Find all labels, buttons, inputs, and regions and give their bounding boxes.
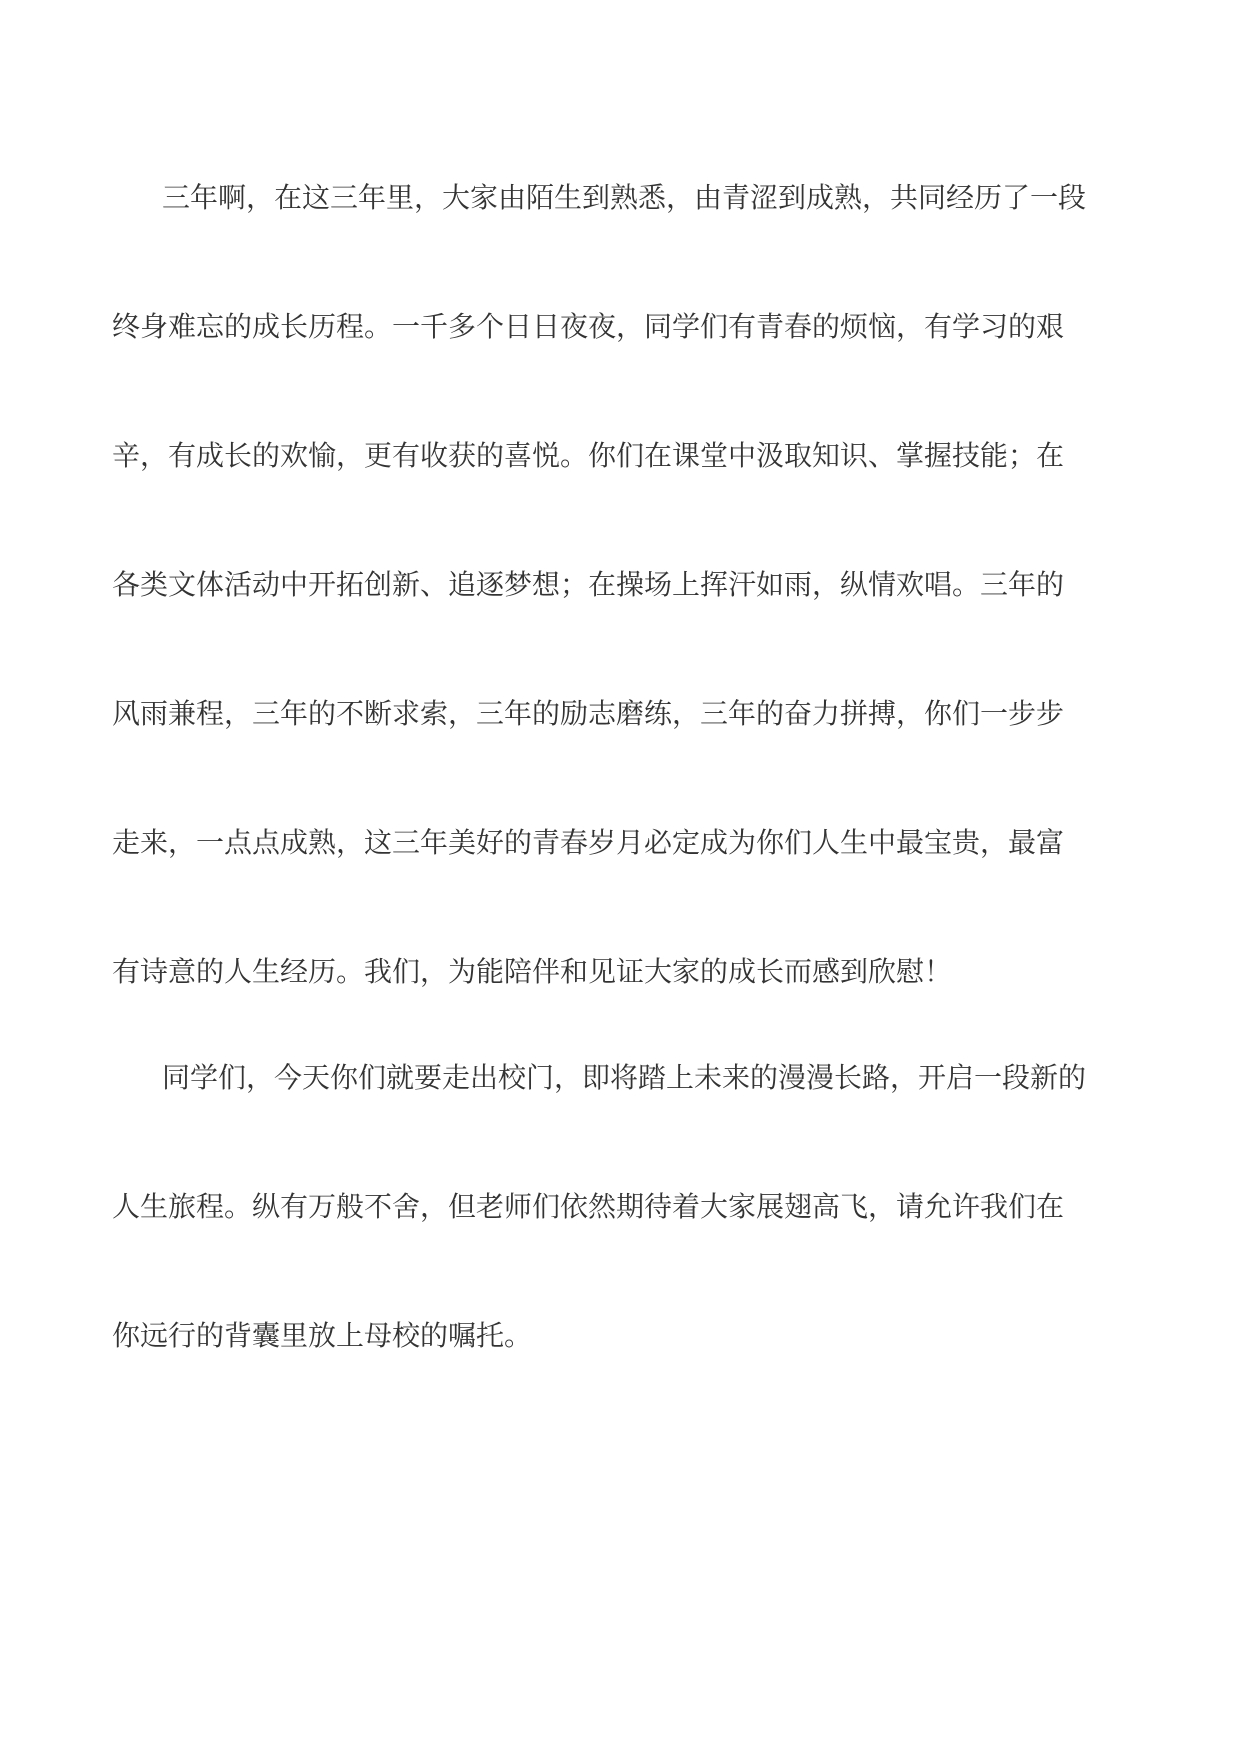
paragraph-1-line-2: 终身难忘的成长历程。一千多个日日夜夜，同学们有青春的烦恼，有学习的艰 xyxy=(112,310,1065,343)
paragraph-1-line-5: 风雨兼程，三年的不断求索，三年的励志磨练，三年的奋力拼搏，你们一步步 xyxy=(112,697,1065,730)
paragraph-1-line-4: 各类文体活动中开拓创新、追逐梦想；在操场上挥汗如雨，纵情欢唱。三年的 xyxy=(112,568,1065,601)
paragraph-2-line-2: 人生旅程。纵有万般不舍，但老师们依然期待着大家展翅高飞，请允许我们在 xyxy=(112,1190,1065,1223)
paragraph-1-line-3: 辛，有成长的欢愉，更有收获的喜悦。你们在课堂中汲取知识、掌握技能；在 xyxy=(112,439,1065,472)
paragraph-1-line-6: 走来，一点点成熟，这三年美好的青春岁月必定成为你们人生中最宝贵，最富 xyxy=(112,826,1065,859)
paragraph-1-line-1: 三年啊，在这三年里，大家由陌生到熟悉，由青涩到成熟，共同经历了一段 xyxy=(162,181,1087,214)
paragraph-2-line-3: 你远行的背囊里放上母校的嘱托。 xyxy=(112,1319,533,1352)
paragraph-2-line-1: 同学们，今天你们就要走出校门，即将踏上未来的漫漫长路，开启一段新的 xyxy=(162,1061,1087,1094)
paragraph-1-line-7: 有诗意的人生经历。我们，为能陪伴和见证大家的成长而感到欣慰！ xyxy=(112,955,953,988)
